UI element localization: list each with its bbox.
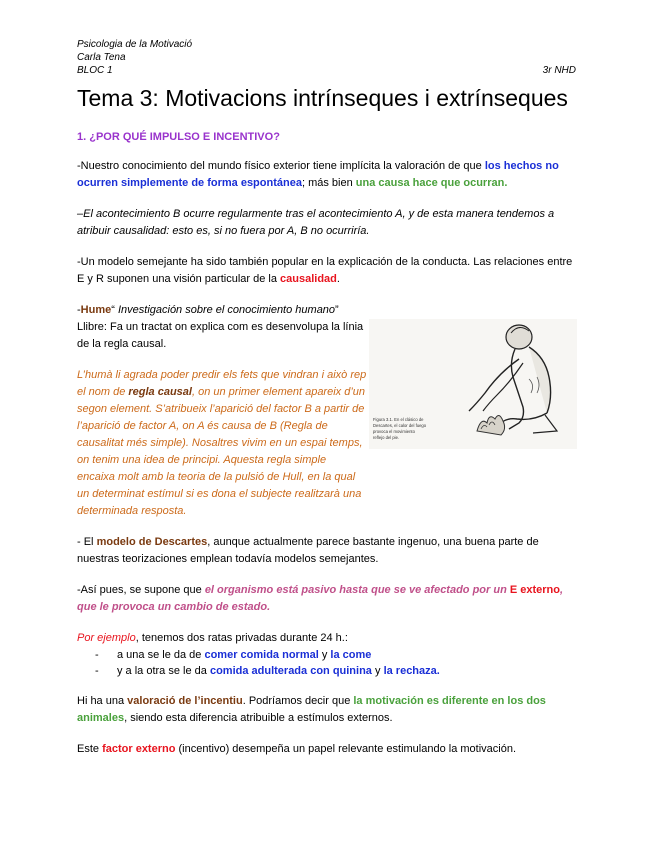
list-item xyxy=(77,647,576,663)
list-dash: - xyxy=(95,665,99,677)
header-row xyxy=(77,64,576,77)
text: , aunque actualmente parece bastante ingenuo, una buena parte de nuestras teorizaciones emplean todavía modelos semejantes. xyxy=(77,536,539,565)
section-heading: 1. ¿POR QUÉ IMPULSO E INCENTIVO? xyxy=(77,131,280,143)
text: . xyxy=(336,273,340,285)
text: (incentivo) desempeña un papel relevante estimulando la motivación. xyxy=(175,743,517,755)
text: Hi ha una xyxy=(77,695,128,707)
highlight-red: E externo xyxy=(509,584,560,596)
text: -Así pues, se supone que xyxy=(77,584,205,596)
paragraph-passive-organism xyxy=(77,582,576,616)
page-title: Tema 3: Motivacions intrínseques i extrínseques xyxy=(77,85,568,111)
svg-text:provoca el movimiento: provoca el movimiento xyxy=(373,429,415,434)
hume-intro xyxy=(77,302,367,353)
text: ; más bien xyxy=(301,177,356,189)
text: - xyxy=(77,304,81,316)
highlight-brown: valoració de l’incentiu xyxy=(127,695,243,707)
paragraph-incentive-valuation xyxy=(77,693,576,727)
highlight-brown: modelo de Descartes xyxy=(96,536,208,548)
text: , on un primer element apareix d’un segon element. S’atribueix l’aparició del factor B a partir de l’aparició de factor A, on A és causa de B (Regla de causalitat més simple). Nosaltres vivim en un espai temps, on tenim una idea de principi. Aquesta regla simple encaixa molt amb la teoria de la pulsió de Hull, en la qual un determinat estímul si es dona el subjecte realitzarà una determinada resposta. xyxy=(77,386,366,517)
text: . Podríamos decir que xyxy=(242,695,354,707)
highlight-pink: el organismo está pasivo hasta que se ve afectado por un xyxy=(204,584,510,596)
list-item xyxy=(77,663,576,679)
hume-section xyxy=(77,302,576,520)
highlight-red: factor externo xyxy=(102,743,176,755)
text: -Nuestro conocimiento del mundo físico exterior tiene implícita la valoración de que xyxy=(77,160,485,172)
header-group: 3r NHD xyxy=(542,65,576,76)
text: L’humà li agrada poder predir els fets que vindran i això rep el nom de xyxy=(77,369,367,398)
text: y xyxy=(371,665,384,677)
highlight-blue: comer comida normal xyxy=(204,649,319,661)
paragraph-descartes xyxy=(77,534,576,568)
highlight-red: causalidad xyxy=(280,273,337,285)
text: “ xyxy=(111,304,118,316)
hume-text xyxy=(77,302,367,520)
paragraph-example xyxy=(77,630,576,647)
highlight-blue: comida adulterada con quinina xyxy=(209,665,372,677)
header-subject: Psicologia de la Motivació xyxy=(77,39,193,50)
rats-list xyxy=(77,647,576,679)
text: a una se le da de xyxy=(117,649,205,661)
paragraph-event-sequence: –El acontecimiento B ocurre regularmente tras el acontecimiento A, y de esta manera tendemos a atribuir causalidad: esto es, si no fuera por A, B no ocurriría. xyxy=(77,208,555,237)
paragraph-causality xyxy=(77,158,576,192)
svg-text:reflejo del pie.: reflejo del pie. xyxy=(373,435,400,440)
text: ” Llibre: Fa un tractat on explica com es desenvolupa la línia de la regla causal. xyxy=(77,304,364,350)
descartes-reflex-illustration xyxy=(369,319,577,449)
highlight-pink: , que le provoca un cambio de estado. xyxy=(77,584,564,613)
paragraph-model xyxy=(77,254,576,288)
svg-text:Descartes, el calor del fuego: Descartes, el calor del fuego xyxy=(373,423,427,428)
highlight-brown: Hume xyxy=(80,304,112,316)
page-header xyxy=(77,38,576,77)
text: Este xyxy=(77,743,103,755)
text: y xyxy=(318,649,331,661)
text: -Un modelo semejante ha sido también popular en la explicación de la conducta. Las relaciones entre E y R suponen una visión particular de la xyxy=(77,256,573,285)
svg-text:Figura 3.1. En el clásico de: Figura 3.1. En el clásico de xyxy=(373,417,424,422)
text: , siendo esta diferencia atribuible a estímulos externos. xyxy=(124,712,393,724)
highlight-blue: la rechaza. xyxy=(383,665,440,677)
header-block: BLOC 1 xyxy=(77,65,113,76)
paragraph-external-factor xyxy=(77,741,576,758)
descartes-figure xyxy=(369,319,577,449)
document-page xyxy=(77,38,576,758)
highlight-green: una causa hace que ocurran. xyxy=(355,177,508,189)
hume-causal-rule xyxy=(77,367,367,520)
text: , tenemos dos ratas privadas durante 24 h.: xyxy=(135,632,348,644)
text: - El xyxy=(77,536,97,548)
highlight-blue: la come xyxy=(330,649,372,661)
highlight-green: la motivación es diferente en los dos animales xyxy=(77,695,546,724)
highlight-blue: los hechos no ocurren simplemente de forma espontánea xyxy=(77,160,559,189)
highlight-red-italic: Por ejemplo xyxy=(77,632,136,644)
list-dash: - xyxy=(95,649,99,661)
text: y a la otra se le da xyxy=(117,665,210,677)
highlight-brown: regla causal xyxy=(128,386,192,398)
book-title: Investigación sobre el conocimiento humano xyxy=(117,304,336,316)
header-author: Carla Tena xyxy=(77,52,126,63)
